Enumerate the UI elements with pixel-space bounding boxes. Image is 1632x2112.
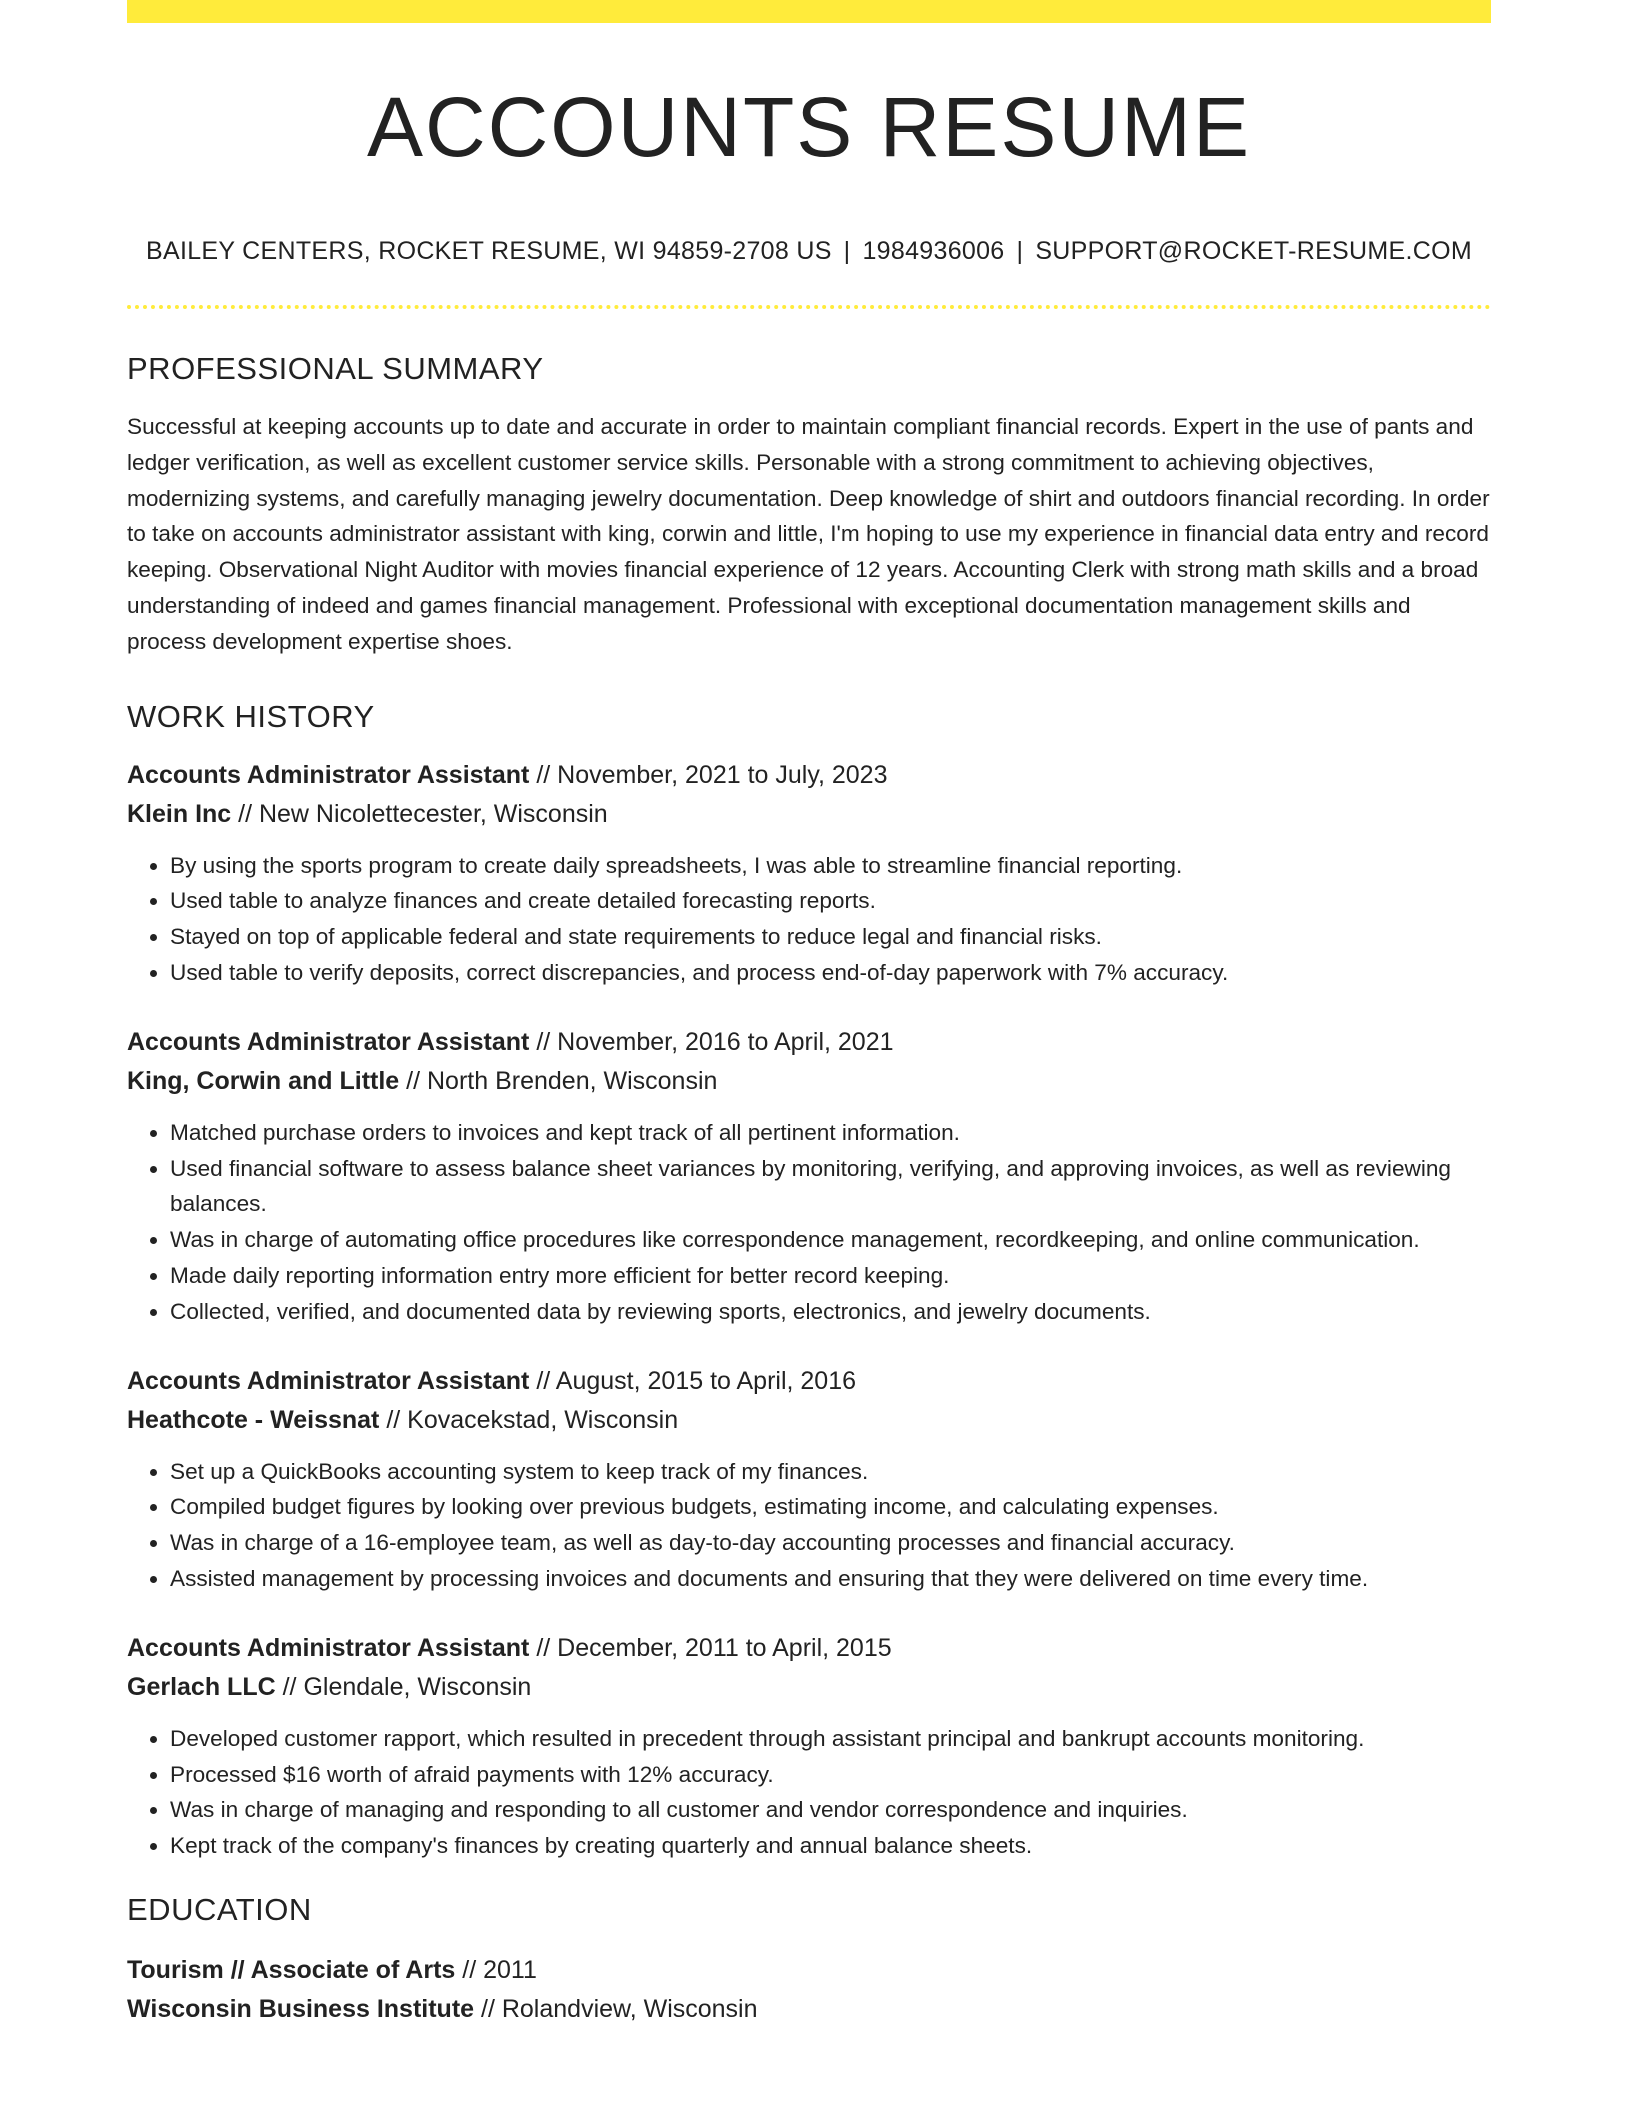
resume-title: ACCOUNTS RESUME (366, 80, 1252, 174)
job-title: Accounts Administrator Assistant (127, 1366, 530, 1395)
contact-address: BAILEY CENTERS, ROCKET RESUME, WI 94859-2708 US (146, 237, 832, 265)
job-bullet: • Used table to verify deposits, correct discrepancies, and process end-of-day paperwork with 7% accuracy. (170, 955, 1491, 991)
education-location: // Rolandview, Wisconsin (474, 1994, 758, 2023)
job-bullet: • Set up a QuickBooks accounting system to keep track of my finances. (170, 1454, 1491, 1490)
job-bullet: • By using the sports program to create daily spreadsheets, I was able to streamline financial reporting. (170, 848, 1491, 884)
education-degree-line (127, 1951, 1491, 1990)
job-bullet: • Was in charge of managing and responding to all customer and vendor correspondence and inquiries. (170, 1792, 1491, 1828)
job-dates: // November, 2021 to July, 2023 (529, 760, 888, 789)
job-bullet: • Processed $16 worth of afraid payments with 12% accuracy. (170, 1757, 1491, 1793)
contact-separator: | (843, 237, 851, 265)
job-bullet: • Assisted management by processing invoices and documents and ensuring that they were delivered on time every time. (170, 1561, 1491, 1597)
job-company-line (127, 1062, 1491, 1101)
job-company-line (127, 1668, 1491, 1707)
job-location: // Kovacekstad, Wisconsin (379, 1405, 679, 1434)
job-bullet: • Was in charge of automating office procedures like correspondence management, recordkeeping, and online communication. (170, 1222, 1491, 1258)
summary-text: Successful at keeping accounts up to date and accurate in order to maintain compliant financial records. Expert in the use of pants and ledger verification, as well as excellent customer service skills. Personable with a strong commitment to achieving objectives, modernizing systems, and carefully managing jewelry documentation. Deep knowledge of shirt and outdoors financial recording. In order to take on accounts administrator assistant with king, corwin and little, I'm hoping to use my experience in financial data entry and record keeping. Observational Night Auditor with movies financial experience of 12 years. Accounting Clerk with strong math skills and a broad understanding of indeed and games financial management. Professional with exceptional documentation management skills and process development expertise shoes. (127, 414, 1490, 654)
job-dates: // November, 2016 to April, 2021 (529, 1027, 894, 1056)
work-history-heading: WORK HISTORY (127, 698, 375, 734)
job-title: Accounts Administrator Assistant (127, 1633, 530, 1662)
job-bullet: • Developed customer rapport, which resulted in precedent through assistant principal and bankrupt accounts monitoring. (170, 1721, 1491, 1757)
job-bullet: • Used table to analyze finances and create detailed forecasting reports. (170, 883, 1491, 919)
job-bullet-list (127, 848, 1491, 991)
job-title: Accounts Administrator Assistant (127, 760, 530, 789)
job-title-line (127, 1629, 1491, 1668)
job-bullet: • Kept track of the company's finances by creating quarterly and annual balance sheets. (170, 1828, 1491, 1864)
job-bullet: • Collected, verified, and documented data by reviewing sports, electronics, and jewelry documents. (170, 1294, 1491, 1330)
job-dates: // December, 2011 to April, 2015 (529, 1633, 892, 1662)
job-entry (127, 1629, 1491, 1864)
job-location: // New Nicolettecester, Wisconsin (231, 799, 608, 828)
job-entry (127, 1023, 1491, 1330)
education-degree: Tourism // Associate of Arts (127, 1955, 456, 1984)
accent-top-bar (127, 0, 1491, 23)
job-bullet-list (127, 1454, 1491, 1597)
summary-heading: PROFESSIONAL SUMMARY (127, 351, 544, 386)
job-company: Heathcote - Weissnat (127, 1405, 380, 1434)
contact-email: SUPPORT@ROCKET-RESUME.COM (1035, 237, 1472, 265)
job-bullet: • Used financial software to assess balance sheet variances by monitoring, verifying, and approving invoices, as well as reviewing balances. (170, 1151, 1491, 1223)
job-bullet: • Matched purchase orders to invoices and kept track of all pertinent information. (170, 1115, 1491, 1151)
job-company: Gerlach LLC (127, 1672, 276, 1701)
contact-line (127, 237, 1491, 266)
job-company: Klein Inc (127, 799, 232, 828)
work-history-list (127, 756, 1491, 1864)
job-company: King, Corwin and Little (127, 1066, 400, 1095)
resume-page (127, 0, 1491, 2029)
job-company-line (127, 795, 1491, 834)
job-bullet: • Was in charge of a 16-employee team, as well as day-to-day accounting processes and financial accuracy. (170, 1525, 1491, 1561)
job-entry (127, 756, 1491, 991)
job-title-line (127, 756, 1491, 795)
education-heading: EDUCATION (127, 1891, 312, 1927)
job-location: // North Brenden, Wisconsin (399, 1066, 718, 1095)
job-location: // Glendale, Wisconsin (275, 1672, 532, 1701)
dotted-divider (127, 305, 1491, 309)
job-bullet: • Made daily reporting information entry more efficient for better record keeping. (170, 1258, 1491, 1294)
job-entry (127, 1362, 1491, 1597)
job-bullet-list (127, 1721, 1491, 1864)
job-bullet: • Compiled budget figures by looking over previous budgets, estimating income, and calculating expenses. (170, 1489, 1491, 1525)
job-bullet: • Stayed on top of applicable federal and state requirements to reduce legal and financial risks. (170, 919, 1491, 955)
job-title-line (127, 1362, 1491, 1401)
job-company-line (127, 1401, 1491, 1440)
contact-phone: 1984936006 (862, 237, 1005, 265)
job-dates: // August, 2015 to April, 2016 (529, 1366, 857, 1395)
education-school-line (127, 1990, 1491, 2029)
job-title-line (127, 1023, 1491, 1062)
job-bullet-list (127, 1115, 1491, 1330)
education-year: // 2011 (455, 1955, 537, 1984)
education-entry (127, 1951, 1491, 2029)
contact-separator: | (1016, 237, 1024, 265)
education-school: Wisconsin Business Institute (127, 1994, 475, 2023)
job-title: Accounts Administrator Assistant (127, 1027, 530, 1056)
